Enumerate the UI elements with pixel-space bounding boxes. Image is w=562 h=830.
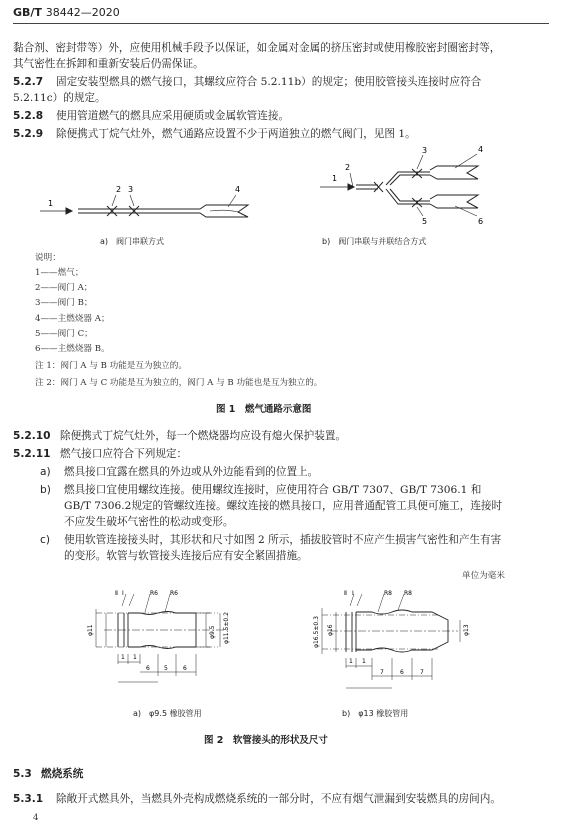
fig1-caption-b: b) 阀门串联与并联结合方式 <box>322 237 427 246</box>
fig1b-label-burner-a: 4 <box>478 145 484 154</box>
page-number: 4 <box>33 813 39 823</box>
fig2b-radius-2: R8 <box>404 590 412 597</box>
fig1a-label-valve-b: 3 <box>128 185 134 194</box>
fig2-title: 图 2 软管接头的形状及尺寸 <box>204 735 328 746</box>
fig2a-dim-x4: 5 <box>164 665 168 672</box>
fig2-caption-b <box>342 708 408 719</box>
clause-text: 除便携式丁烷气灶外，每一个燃烧器均应设有熄火保护装置。 <box>60 430 347 442</box>
intro-line-2: 其气密性在拆卸和重新安装后仍需保证。 <box>13 58 204 70</box>
clause-text: 除便携式丁烷气灶外，燃气通路应设置不少于两道独立的燃气阀门，见图 1。 <box>56 128 416 140</box>
clause-text: 使用管道燃气的燃具应采用硬质或金属软管连接。 <box>56 110 290 122</box>
fig2b-dim-x5: 7 <box>420 669 424 676</box>
fig1-legend-item: 5——阀门 C； <box>35 329 93 339</box>
fig1b-label-burner-b: 6 <box>478 217 484 226</box>
fig2a-mark-i: Ⅰ <box>122 590 124 597</box>
fig1a-label-gas: 1 <box>48 199 54 208</box>
clause-num: 5.2.9 <box>13 128 44 140</box>
item-marker: a) <box>40 466 51 478</box>
figure-1-drawing <box>0 140 562 240</box>
section-num: 5.3 <box>13 768 32 780</box>
fig2b-dim-x1: 1 <box>349 658 353 665</box>
fig2a-dim-x2: 1 <box>133 654 137 661</box>
fig2a-dim-outer: φ11 <box>87 624 94 636</box>
fig2a-dim-x3: 6 <box>146 665 150 672</box>
fig1-legend-item: 4——主燃烧器 A； <box>35 314 110 324</box>
fig2-caption-a <box>133 708 202 719</box>
clause-num: 5.3.1 <box>13 793 44 805</box>
fig2b-dim-bead: φ16.5±0.3 <box>313 616 320 648</box>
clause-text: 5.2.11c）的规定。 <box>13 92 106 104</box>
fig2b-dim-x4: 6 <box>400 669 404 676</box>
fig2-caption-b-text: φ13 橡胶管用 <box>358 709 409 718</box>
fig1-legend-item: 1——燃气； <box>35 268 84 278</box>
fig1-title: 图 1 燃气通路示意图 <box>216 404 312 415</box>
fig2a-dim-bead: φ11.5±0.2 <box>223 612 230 644</box>
figure-2-drawing <box>0 584 562 704</box>
item-text: 燃具接口宜使用螺纹连接。使用螺纹连接时，应使用符合 GB/T 7307、GB/T 7306.1 和 <box>64 484 482 496</box>
fig1-note-2: 注 2：阀门 A 与 C 功能是互为独立的，阀门 A 与 B 功能也是互为独立的。 <box>35 378 323 388</box>
fig1a-label-burner-a: 4 <box>235 185 241 194</box>
fig1-caption-a: a) 阀门串联方式 <box>100 237 165 246</box>
clause-num: 5.2.10 <box>13 430 51 442</box>
fig2b-radius-1: R8 <box>384 590 392 597</box>
fig2b-mark-ii: Ⅱ <box>344 590 347 597</box>
fig2a-radius-2: R6 <box>170 590 178 597</box>
unit-note: 单位为毫米 <box>462 571 505 581</box>
item-text: GB/T 7306.2规定的管螺纹连接。螺纹连接的燃具接口，应用普通配管工具便可施工，连接时 <box>64 500 503 512</box>
fig1a-label-valve-a: 2 <box>116 185 122 194</box>
fig1b-label-valve-c: 5 <box>422 217 428 226</box>
fig2a-dim-inner: φ9.5 <box>209 625 216 639</box>
clause-text: 燃气接口应符合下列规定： <box>60 448 188 460</box>
header-rule <box>13 23 549 24</box>
fig1-legend-item: 6——主燃烧器 B。 <box>35 344 110 354</box>
fig2a-dim-x1: 1 <box>121 654 125 661</box>
fig2-caption-b-marker: b) <box>342 709 351 718</box>
fig2-caption-a-marker: a) <box>133 709 142 718</box>
clause-num: 5.2.8 <box>13 110 44 122</box>
fig1-legend-item: 2——阀门 A； <box>35 283 93 293</box>
item-text: 使用软管连接接头时，其形状和尺寸如图 2 所示，插拔胶管时不应产生损害气密性和产生有害 <box>64 534 502 546</box>
fig1-legend-item: 3——阀门 B； <box>35 298 93 308</box>
fig2a-radius-1: R6 <box>150 590 158 597</box>
fig2a-mark-ii: Ⅱ <box>115 590 118 597</box>
fig2b-dim-outer: φ16 <box>327 624 334 636</box>
standard-number <box>13 6 120 19</box>
intro-line-1: 黏合剂、密封带等）外，应使用机械手段予以保证，如金属对金属的挤压密封或使用橡胶密封圈密封等， <box>13 42 501 54</box>
standard-code: 38442—2020 <box>45 6 120 19</box>
item-marker: c) <box>40 534 50 546</box>
clause-text: 固定安装型燃具的燃气接口，其螺纹应符合 5.2.11b）的规定；使用胶管接头连接时应符合 <box>56 76 482 88</box>
fig2b-dim-inner: φ13 <box>463 624 470 636</box>
item-text: 的变形。软管与软管接头连接后应有安全紧固措施。 <box>64 550 308 562</box>
fig2b-mark-i: Ⅰ <box>352 590 354 597</box>
fig1b-label-valve-b: 3 <box>422 146 428 155</box>
clause-num: 5.2.11 <box>13 448 51 460</box>
fig2a-dim-x5: 6 <box>183 665 187 672</box>
clause-text: 除敞开式燃具外，当燃具外壳构成燃烧系统的一部分时，不应有烟气泄漏到安装燃具的房间内。 <box>56 793 501 805</box>
fig2b-dim-x3: 7 <box>380 669 384 676</box>
clause-num: 5.2.7 <box>13 76 44 88</box>
fig1b-label-gas: 1 <box>332 174 338 183</box>
item-marker: b) <box>40 484 51 496</box>
fig1-note-1: 注 1：阀门 A 与 B 功能是互为独立的。 <box>35 361 187 371</box>
section-title: 燃烧系统 <box>41 768 84 780</box>
item-text: 不应发生破坏气密性的松动或变形。 <box>64 516 234 528</box>
standard-prefix: GB/T <box>13 6 42 19</box>
fig1b-label-valve-a: 2 <box>345 163 351 172</box>
fig2-caption-a-text: φ9.5 橡胶管用 <box>149 709 202 718</box>
fig1-legend-title: 说明： <box>35 253 61 263</box>
item-text: 燃具接口宜露在燃具的外边或从外边能看到的位置上。 <box>64 466 319 478</box>
fig2b-dim-x2: 1 <box>362 658 366 665</box>
